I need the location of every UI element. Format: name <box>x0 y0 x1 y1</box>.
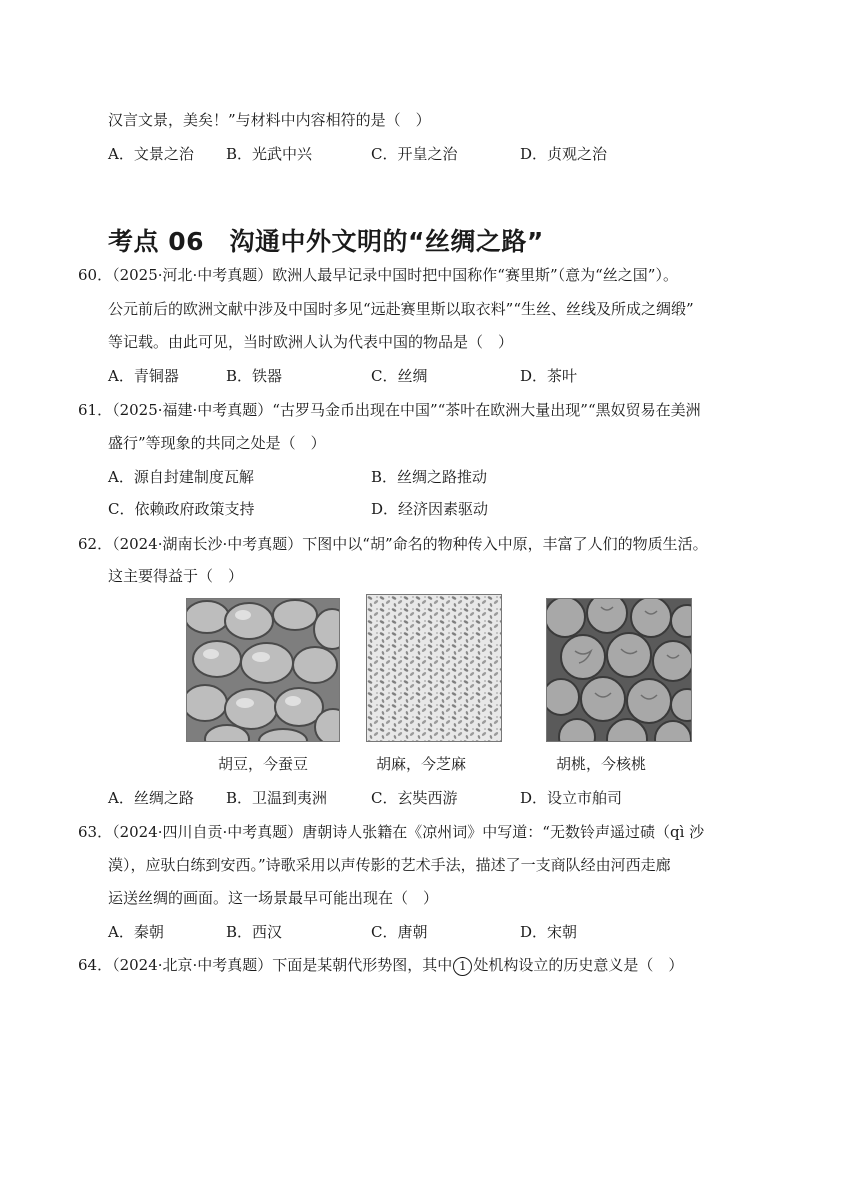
q64-text-pre: 64．（2024·北京·中考真题）下面是某朝代形势图，其中 <box>78 956 453 974</box>
q63-line-2: 漠），应驮白练到安西。”诗歌采用以声传影的艺术手法，描述了一支商队经由河西走廊 <box>108 856 671 874</box>
q60-option-d[interactable]: D．茶叶 <box>520 367 578 385</box>
q61-option-c[interactable]: C．依赖政府政策支持 <box>108 500 255 518</box>
q60-option-b[interactable]: B．铁器 <box>226 367 283 385</box>
q61-option-b[interactable]: B．丝绸之路推动 <box>371 468 488 486</box>
q61-line-1: 61．（2025·福建·中考真题）“古罗马金币出现在中国”“茶叶在欧洲大量出现”“黑奴贸易在美洲 <box>78 401 701 419</box>
q62-option-a[interactable]: A．丝绸之路 <box>108 789 194 807</box>
sesame-photo <box>366 594 502 742</box>
q60-line-1: 60．（2025·河北·中考真题）欧洲人最早记录中国时把中国称作“赛里斯”（意为“丝之国”）。 <box>78 266 678 284</box>
section-title: 考点 06 沟通中外文明的“丝绸之路” <box>108 227 544 256</box>
q60-line-3: 等记载。由此可见，当时欧洲人认为代表中国的物品是（ ） <box>108 333 514 351</box>
q62-option-d[interactable]: D．设立市舶司 <box>520 789 623 807</box>
prev-option-c[interactable]: C．开皇之治 <box>371 145 458 163</box>
caption-sesame: 胡麻，今芝麻 <box>376 755 467 773</box>
q62-option-b[interactable]: B．卫温到夷洲 <box>226 789 328 807</box>
q60-line-2: 公元前后的欧洲文献中涉及中国时多见“远赴赛里斯以取衣料”“生丝、丝线及所成之绸缎” <box>108 300 694 318</box>
prev-option-d[interactable]: D．贞观之治 <box>520 145 608 163</box>
q63-line-3: 运送丝绸的画面。这一场景最早可能出现在（ ） <box>108 889 439 907</box>
q61-option-a[interactable]: A．源自封建制度瓦解 <box>108 468 254 486</box>
circled-number-1: 1 <box>453 957 472 976</box>
walnut-photo <box>546 598 692 742</box>
q63-option-b[interactable]: B．西汉 <box>226 923 283 941</box>
caption-broad-bean: 胡豆，今蚕豆 <box>218 755 309 773</box>
broad-bean-photo <box>186 598 340 742</box>
q64-text-post: 处机构设立的历史意义是（ ） <box>473 956 684 974</box>
q60-option-a[interactable]: A．青铜器 <box>108 367 179 385</box>
q60-option-c[interactable]: C．丝绸 <box>371 367 428 385</box>
q61-option-d[interactable]: D．经济因素驱动 <box>371 500 489 518</box>
q63-line-1: 63．（2024·四川自贡·中考真题）唐朝诗人张籍在《凉州词》中写道：“无数铃声遥过碛（qì 沙 <box>78 823 705 841</box>
q61-line-2: 盛行”等现象的共同之处是（ ） <box>108 434 326 452</box>
caption-walnut: 胡桃，今核桃 <box>556 755 647 773</box>
q62-line-1: 62．（2024·湖南长沙·中考真题）下图中以“胡”命名的物种传入中原，丰富了人们的物质生活。 <box>78 535 708 553</box>
q63-option-d[interactable]: D．宋朝 <box>520 923 578 941</box>
q63-option-a[interactable]: A．秦朝 <box>108 923 164 941</box>
q62-line-2: 这主要得益于（ ） <box>108 567 244 585</box>
prev-option-a[interactable]: A．文景之治 <box>108 145 194 163</box>
prev-option-b[interactable]: B．光武中兴 <box>226 145 313 163</box>
q63-option-c[interactable]: C．唐朝 <box>371 923 428 941</box>
q62-option-c[interactable]: C．玄奘西游 <box>371 789 458 807</box>
q64-line <box>78 955 683 976</box>
prev-question-tail: 汉言文景，美矣！”与材料中内容相符的是（ ） <box>108 111 431 129</box>
